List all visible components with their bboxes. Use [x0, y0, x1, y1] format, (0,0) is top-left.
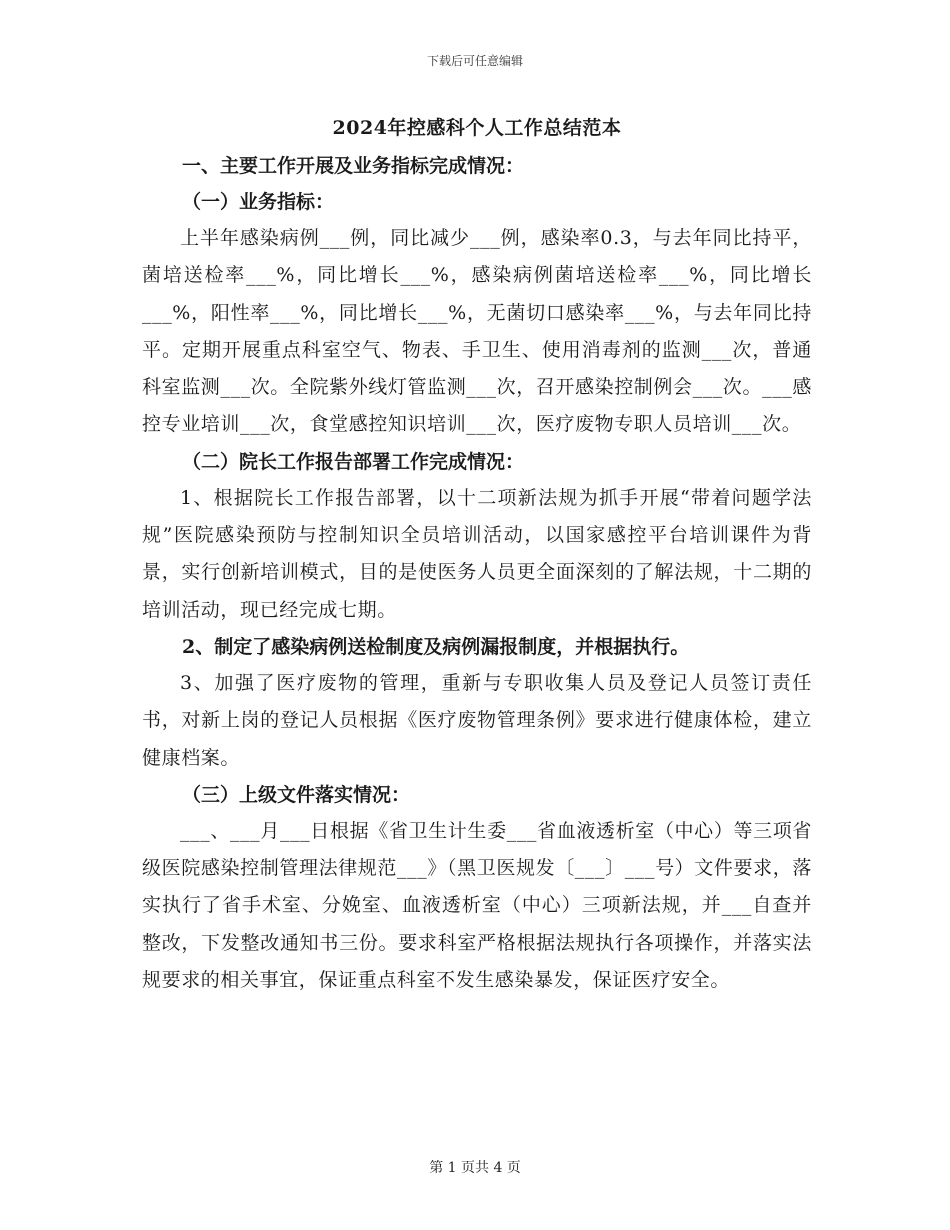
paragraph-item-2: 2、制定了感染病例送检制度及病例漏报制度，并根据执行。 — [182, 635, 690, 658]
subsection-heading-2: （二）院长工作报告部署工作完成情况： — [182, 450, 525, 473]
paragraph-item-3: 3、加强了医疗废物的管理，重新与专职收集人员及登记人员签订责任书，对新上岗的登记人员根据《医疗废物管理条例》要求进行健康体检，建立健康档案。 — [142, 671, 812, 769]
paragraph-business-metrics: 上半年感染病例___例，同比减少___例，感染率0.3，与去年同比持平，菌培送检率___%，同比增长___%，感染病例菌培送检率___%，同比增长___%，阳性率___%，同比增长___%，无菌切口感染率___%，与去年同比持平。定期开展重点科室空气、物表、手卫生、使用消毒剂的监测___次，普通科室监测___次。全院紫外线灯管监测___次，召开感染控制例会___次。___感控专业培训___次，食堂感控知识培训___次，医疗废物专职人员培训___次。 — [142, 227, 813, 436]
section-heading-1: 一、主要工作开展及业务指标完成情况： — [182, 155, 525, 177]
paragraph-document-implementation: ___、___月___日根据《省卫生计生委___省血液透析室（中心）等三项省级医院感染控制管理法律规范___》（黑卫医规发〔___〕___号）文件要求，落实执行了省手术室、分娩室、血液透析室（中心）三项新法规，并___自查并整改，下发整改通知书三份。要求科室严格根据法规执行各项操作，并落实法规要求的相关事宜，保证重点科室不发生感染暴发，保证医疗安全。 — [142, 819, 812, 992]
subsection-heading-1: （一）业务指标： — [182, 191, 335, 213]
header-note: 下载后可任意编辑 — [426, 54, 523, 68]
subsection-heading-3: （三）上级文件落实情况： — [182, 783, 411, 806]
document-body — [142, 108, 812, 999]
document-title: 2024年控感科个人工作总结范本 — [332, 117, 622, 139]
paragraph-item-1: 1、根据院长工作报告部署，以十二项新法规为抓手开展“带着问题学法规”医院感染预防与控制知识全员培训活动，以国家感控平台培训课件为背景，实行创新培训模式，目的是使医务人员更全面深刻的了解法规，十二期的培训活动，现已经完成七期。 — [142, 486, 812, 621]
page-indicator: 第 1 页共 4 页 — [429, 1160, 521, 1176]
